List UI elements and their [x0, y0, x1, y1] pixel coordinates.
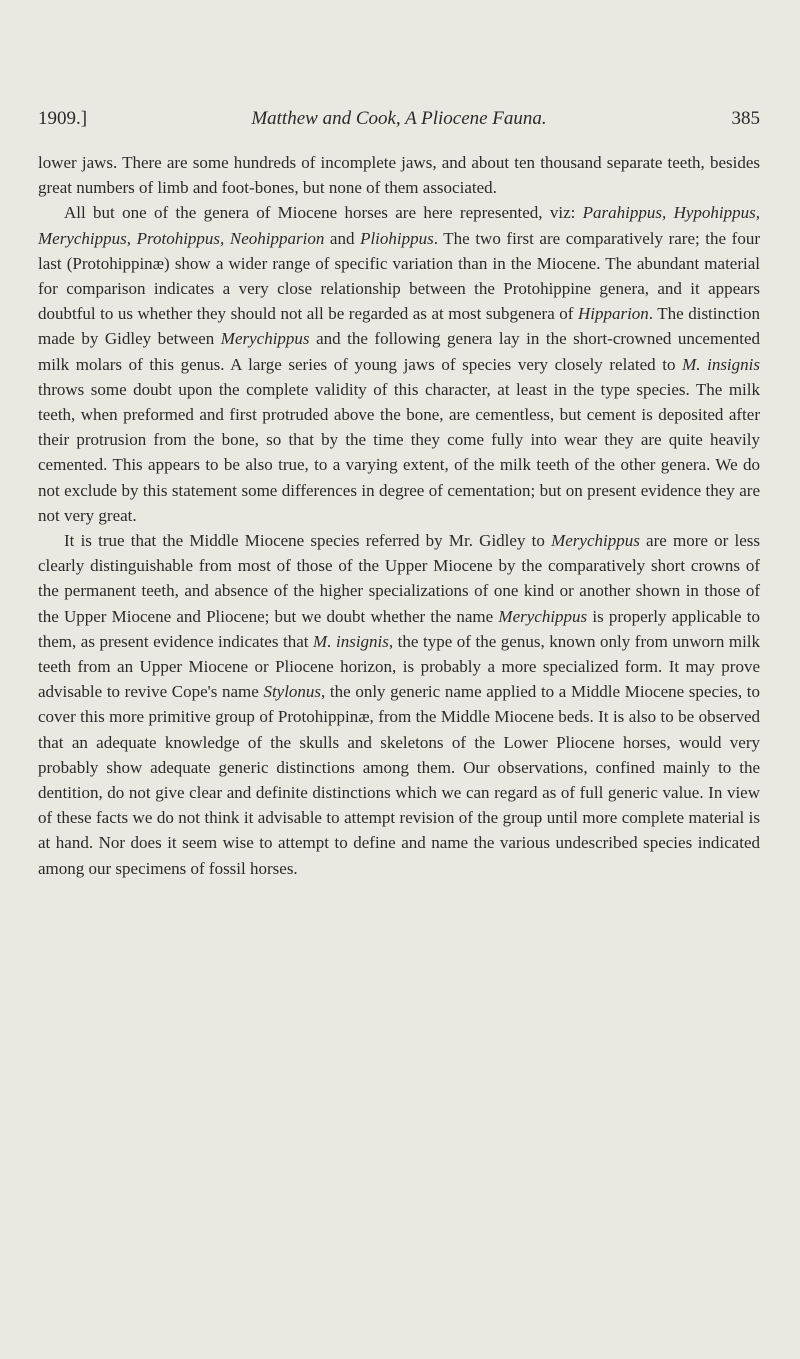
- text-run: and: [324, 228, 361, 248]
- text-run: , the type of the genus, known only from unworn milk teeth from an Upper Miocene or Pliocene horizon, is probably a more specialized form. It may prove advisable to revive Cope's name: [38, 631, 761, 702]
- volume-year: 1909.]: [38, 108, 88, 129]
- italic-term: Hipparion: [577, 304, 649, 324]
- italic-term: Stylonus: [263, 682, 322, 702]
- text-run: All but one of the genera of Miocene horses are here represented, viz:: [64, 203, 583, 223]
- page-number: 385: [731, 108, 760, 129]
- running-title: Matthew and Cook, A Pliocene Fauna.: [251, 108, 547, 129]
- italic-term: M. insignis: [682, 354, 760, 374]
- text-run: , the only generic name applied to a Middle Miocene species, to cover this more primitive group of Protohippinæ, from the Middle Miocene beds. It is also to be observed that an adequate knowledge of the skulls and skeletons of the Lower Pliocene horses, would very probably show adequate generic distinctions among them. Our observations, confined mainly to the dentition, do not give clear and definite distinctions which we can regard as of full generic value. In view of these facts we do not think it advisable to attempt revision of the group until more complete material is at hand. Nor does it seem wise to attempt to define and name the various undescribed species indicated among our specimens of fossil horses.: [38, 682, 761, 878]
- running-head: [38, 108, 760, 134]
- text-run: throws some doubt upon the complete validity of this character, at least in the type species. The milk teeth, when preformed and first protruded above the bone, are cementless, but cement is deposited after their protrusion from the bone, so that by the time they come fully into wear they are quite heavily cemented. This appears to be also true, to a varying extent, of the milk teeth of the other genera. We do not exclude by this statement some differences in degree of cementation; but on present evidence they are not very great.: [38, 379, 760, 525]
- paragraph-1: [38, 150, 760, 200]
- italic-term: Merychippus: [220, 329, 310, 349]
- italic-term: Parahippus, Hypohippus, Merychippus, Protohippus, Neohipparion: [38, 203, 761, 248]
- text-run: are more or less clearly distinguishable from most of those of the Upper Miocene by the comparatively short crowns of the permanent teeth, and absence of the higher specializations of one kind or another shown in those of the Upper Miocene and Pliocene; but we doubt whether the name: [38, 531, 760, 626]
- italic-term: Pliohippus: [360, 228, 434, 248]
- text-run: lower jaws. There are some hundreds of incomplete jaws, and about ten thousand separate teeth, besides great numbers of limb and foot-bones, but none of them associated.: [38, 153, 760, 198]
- body-text: [38, 150, 760, 881]
- text-run: and the following genera lay in the short-crowned uncemented milk molars of this genus. A large series of young jaws of species very closely related to: [38, 329, 761, 374]
- italic-term: M. insignis: [313, 631, 389, 651]
- paragraph-2: [38, 200, 760, 528]
- text-run: . The distinction made by Gidley between: [38, 304, 760, 349]
- text-run: It is true that the Middle Miocene species referred by Mr. Gidley to: [64, 531, 552, 551]
- italic-term: Merychippus: [551, 531, 640, 551]
- paragraph-3: [38, 528, 760, 881]
- text-run: is properly applicable to them, as present evidence indicates that: [38, 606, 760, 651]
- text-run: . The two first are comparatively rare; the four last (Protohippinæ) show a wider range of specific variation than in the Miocene. The abundant material for comparison indicates a very close relationship between the Protohippine genera, and it appears doubtful to us whether they should not all be regarded as at most subgenera of: [38, 228, 760, 324]
- italic-term: Merychippus: [498, 606, 588, 626]
